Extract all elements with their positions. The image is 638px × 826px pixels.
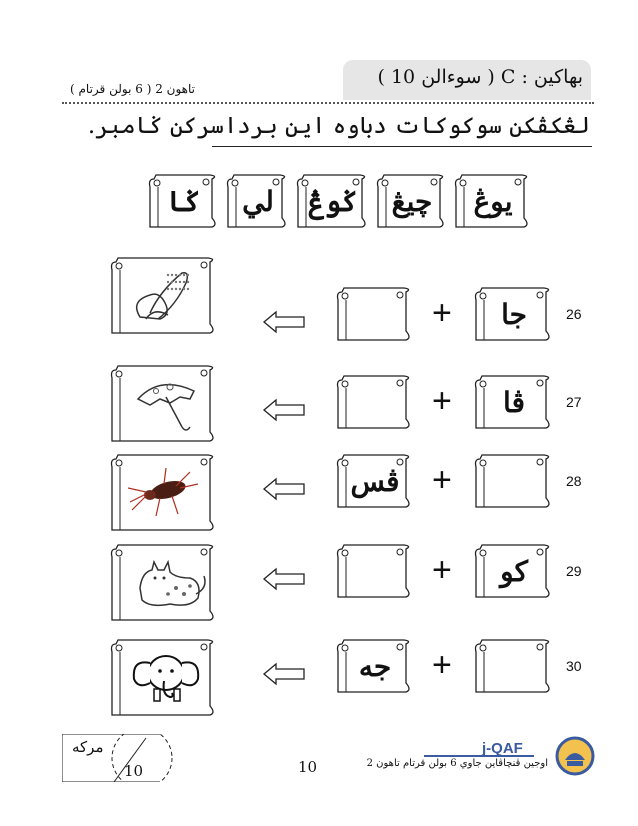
header-sub-label: تاهون 2 ( 6 بولن قرتام ) (70, 82, 195, 96)
plus-sign: + (432, 382, 452, 420)
picture-card (110, 455, 218, 530)
given-syllable: جه (358, 649, 392, 683)
brand-name: j-QAF (482, 740, 523, 757)
plus-sign: + (432, 646, 452, 684)
corn-picture (120, 261, 210, 325)
cockroach-picture (120, 458, 210, 522)
word-card (148, 175, 220, 227)
answer-blank[interactable] (474, 455, 554, 507)
score-box (62, 734, 177, 782)
given-syllable-card (336, 455, 414, 507)
picture-card (110, 366, 218, 441)
picture-card (110, 258, 218, 333)
word-card-text: چيڠ (391, 184, 433, 218)
given-syllable: جا (501, 297, 527, 331)
given-syllable-card (474, 376, 554, 428)
plus-sign: + (432, 461, 452, 499)
cat-picture (120, 548, 210, 612)
given-syllable: ڤا (503, 385, 525, 419)
word-bank (148, 175, 538, 230)
question-number: 26 (566, 306, 582, 322)
word-card (454, 175, 532, 227)
plus-sign: + (432, 551, 452, 589)
question-row (0, 640, 638, 720)
question-number: 30 (566, 658, 582, 674)
answer-blank[interactable] (336, 545, 414, 597)
picture-card (110, 640, 218, 715)
given-syllable-card (474, 545, 554, 597)
header-divider (62, 102, 594, 104)
jqaf-logo (366, 734, 595, 779)
word-card (296, 175, 370, 227)
question-row (0, 366, 638, 446)
word-card-text: لي (242, 184, 274, 218)
question-row (0, 545, 638, 625)
instruction-text: لڠکڤکن سوکوکات دباوه اين برداسرکن ݢامبر. (87, 113, 590, 139)
elephant-picture (120, 643, 210, 707)
umbrella-picture (120, 369, 210, 433)
question-number: 28 (566, 473, 582, 489)
word-card (226, 175, 290, 227)
score-label: مرکه (72, 738, 104, 756)
given-syllable-card (336, 640, 414, 692)
word-card-text: ݢوڠ (308, 184, 358, 218)
question-number: 29 (566, 563, 582, 579)
question-row (0, 455, 638, 535)
answer-blank[interactable] (474, 640, 554, 692)
left-arrow-icon (262, 567, 306, 591)
question-number: 27 (566, 394, 582, 410)
score-total: 10 (124, 762, 144, 780)
section-title: بهاکين : C ( سوءالن 10 ) (377, 66, 583, 88)
question-row (0, 258, 638, 338)
left-arrow-icon (262, 477, 306, 501)
left-arrow-icon (262, 662, 306, 686)
given-syllable: کو (500, 554, 528, 588)
jqaf-emblem-icon (555, 736, 595, 776)
given-syllable: ڤس (350, 464, 400, 498)
word-card-text: ݢا (167, 184, 201, 218)
word-card-text: يوڠ (473, 184, 513, 218)
word-card (376, 175, 448, 227)
picture-card (110, 545, 218, 620)
plus-sign: + (432, 294, 452, 332)
left-arrow-icon (262, 310, 306, 334)
instruction-underline (212, 146, 592, 147)
brand-underline (424, 755, 534, 757)
given-syllable-card (474, 288, 554, 340)
answer-blank[interactable] (336, 288, 414, 340)
left-arrow-icon (262, 398, 306, 422)
answer-blank[interactable] (336, 376, 414, 428)
brand-text: اوجين ڤنچاڤاين جاوي 6 بولن قرتام تاهون 2 (366, 758, 548, 769)
page-number: 10 (298, 758, 318, 776)
